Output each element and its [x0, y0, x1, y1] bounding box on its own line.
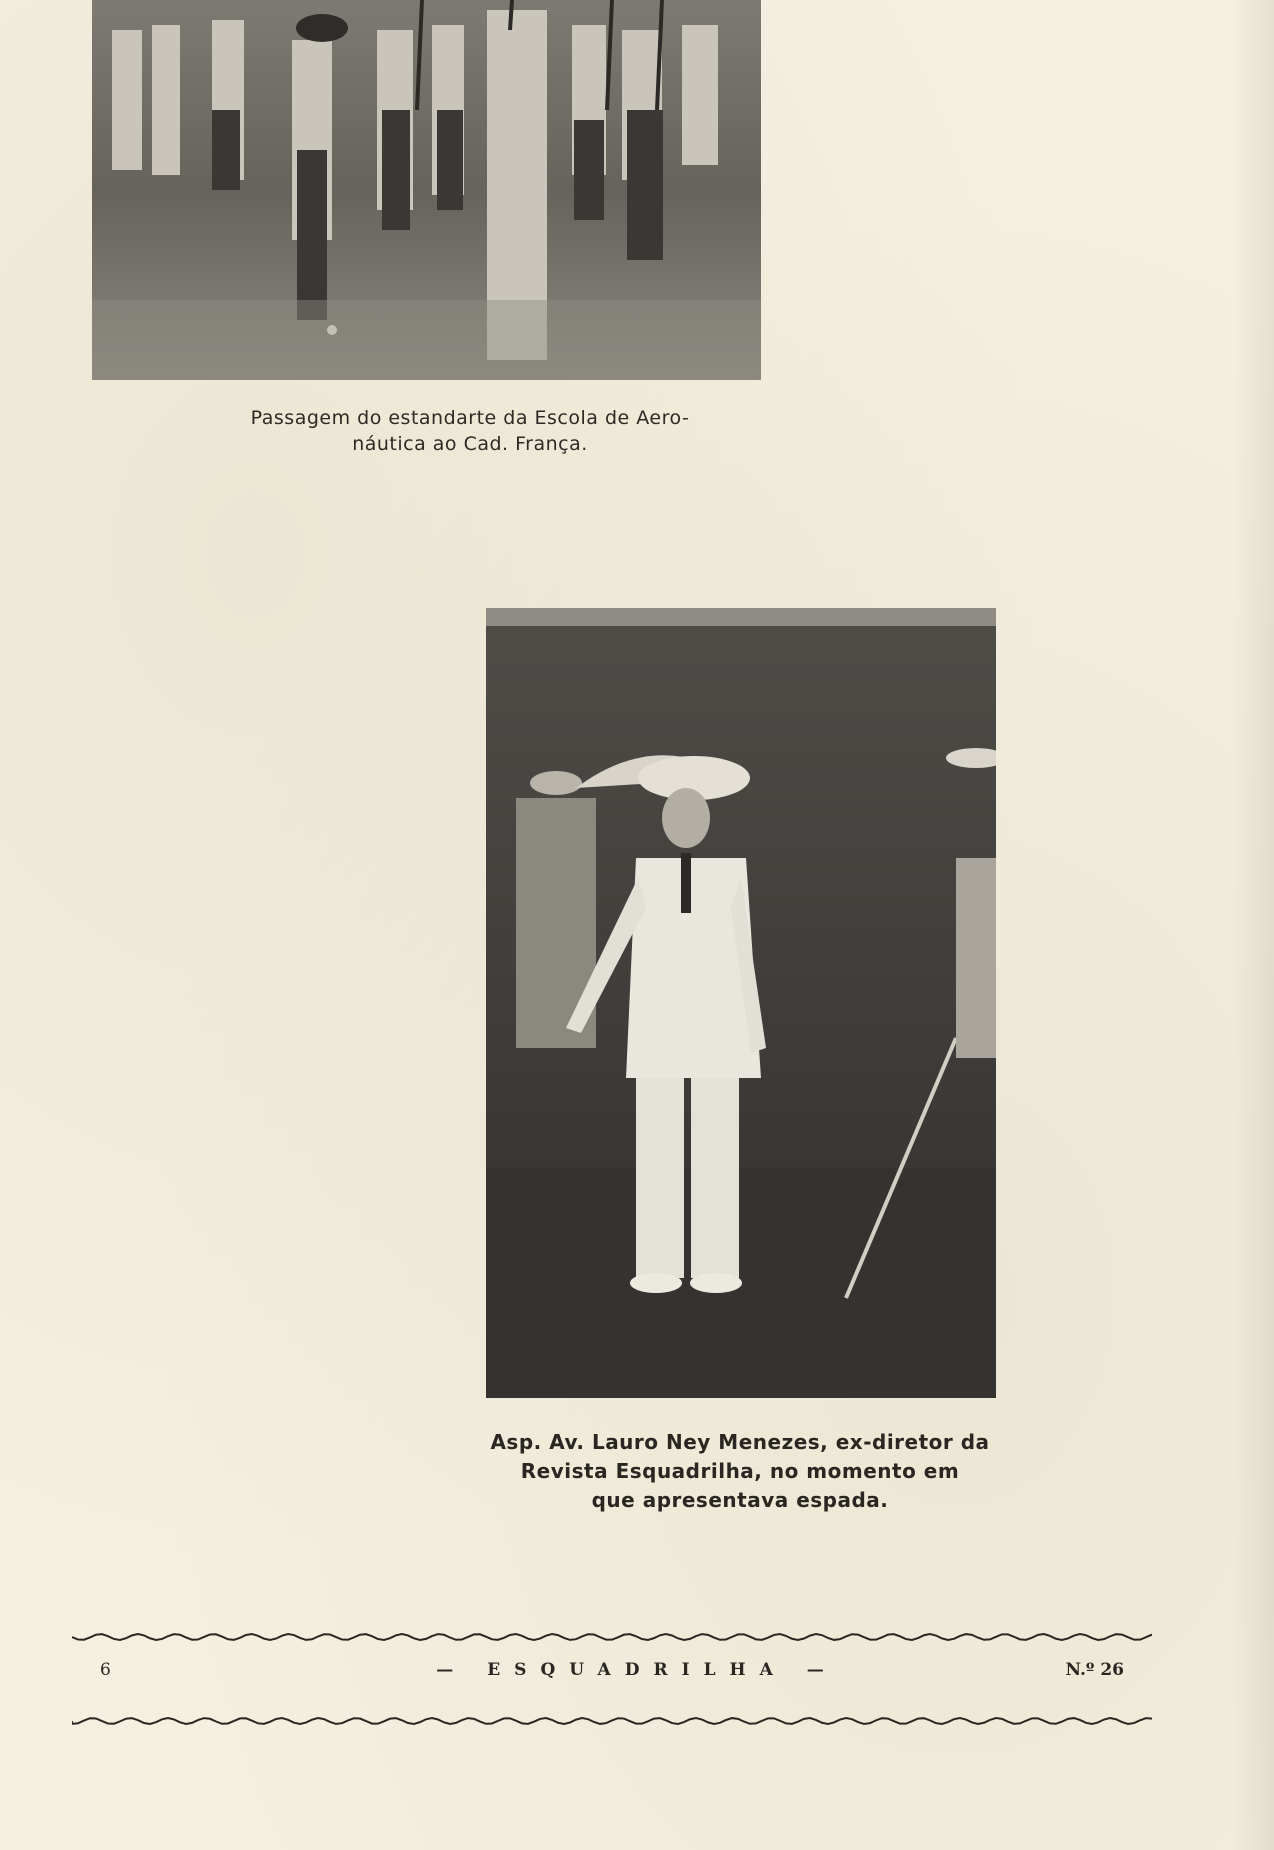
caption-line: Revista Esquadrilha, no momento em — [520, 1459, 960, 1483]
page-footer — [72, 1650, 1152, 1700]
page-edge-shadow — [1234, 0, 1274, 1850]
wavy-rule-top — [72, 1630, 1152, 1644]
parade-photo — [92, 0, 761, 380]
caption-line: Passagem do estandarte da Escola de Aero- — [250, 407, 690, 429]
magazine-title: — ESQUADRILHA — — [436, 1660, 838, 1680]
parade-photo-caption — [200, 405, 740, 457]
caption-line: Asp. Av. Lauro Ney Menezes, ex-diretor da — [490, 1430, 990, 1454]
caption-line: que apresentava espada. — [591, 1488, 889, 1512]
officer-portrait-photo — [486, 608, 996, 1398]
caption-line: náutica ao Cad. França. — [352, 433, 588, 455]
officer-photo-caption — [490, 1428, 990, 1515]
issue-number: N.º 26 — [1065, 1660, 1124, 1680]
wavy-rule-bottom — [72, 1714, 1152, 1728]
page-number: 6 — [100, 1660, 111, 1680]
